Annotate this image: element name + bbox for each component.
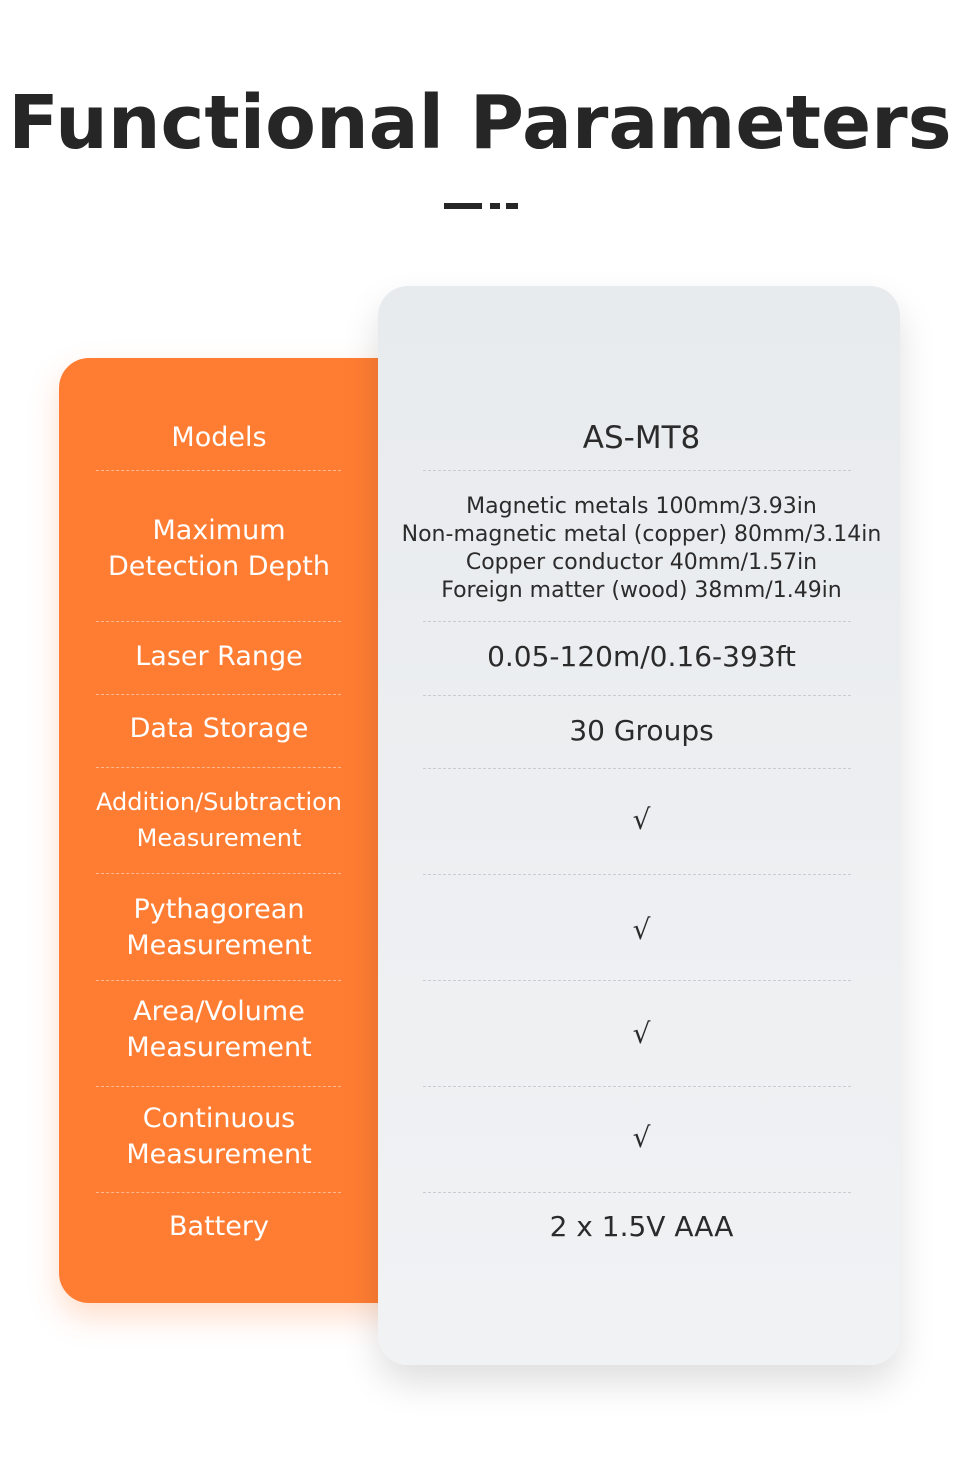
row-label-data-storage bbox=[59, 702, 379, 756]
row-label-models bbox=[59, 410, 379, 466]
row-label-addition-subtraction bbox=[59, 780, 379, 860]
row-label-line: Maximum bbox=[152, 515, 286, 546]
row-label-line: Models bbox=[171, 422, 267, 453]
row-divider bbox=[423, 695, 851, 696]
row-value-pythagorean bbox=[395, 900, 888, 960]
title-underline-decoration bbox=[444, 203, 518, 209]
row-value-line: Non-magnetic metal (copper) 80mm/3.14in bbox=[401, 522, 882, 547]
row-divider bbox=[423, 470, 851, 471]
row-label-line: Measurement bbox=[126, 1032, 312, 1063]
row-divider bbox=[96, 767, 341, 768]
row-value-line: Magnetic metals 100mm/3.93in bbox=[466, 494, 817, 519]
row-label-line: Measurement bbox=[126, 1139, 312, 1170]
underline-dash-short bbox=[490, 203, 500, 209]
row-divider bbox=[96, 1192, 341, 1193]
row-divider bbox=[423, 874, 851, 875]
row-divider bbox=[423, 1086, 851, 1087]
row-value-area-volume bbox=[395, 1004, 888, 1064]
row-value-line: AS-MT8 bbox=[582, 420, 701, 456]
row-value-addition-subtraction bbox=[395, 790, 888, 850]
row-divider bbox=[96, 980, 341, 981]
row-label-line: Continuous bbox=[142, 1103, 296, 1134]
row-label-pythagorean bbox=[59, 888, 379, 968]
row-label-max-detection-depth bbox=[59, 490, 379, 608]
check-mark-icon: √ bbox=[632, 913, 651, 946]
row-label-laser-range bbox=[59, 630, 379, 684]
underline-dash-long bbox=[444, 203, 482, 209]
row-label-line: Laser Range bbox=[135, 641, 303, 672]
row-divider bbox=[423, 980, 851, 981]
row-value-line: Foreign matter (wood) 38mm/1.49in bbox=[441, 578, 842, 603]
row-divider bbox=[96, 621, 341, 622]
row-label-line: Detection Depth bbox=[108, 551, 330, 582]
underline-dash-short bbox=[506, 203, 518, 209]
row-divider bbox=[423, 1192, 851, 1193]
row-label-line: Battery bbox=[169, 1211, 269, 1242]
row-value-models bbox=[395, 410, 888, 466]
row-value-laser-range bbox=[395, 630, 888, 684]
row-label-line: Data Storage bbox=[129, 713, 309, 744]
page-title: Functional Parameters bbox=[8, 80, 952, 166]
row-value-line: 2 x 1.5V AAA bbox=[549, 1210, 734, 1243]
row-divider bbox=[96, 470, 341, 471]
row-label-area-volume bbox=[59, 990, 379, 1070]
row-value-line: Copper conductor 40mm/1.57in bbox=[465, 550, 818, 575]
row-label-line: Area/Volume bbox=[133, 996, 305, 1027]
check-mark-icon: √ bbox=[632, 803, 651, 836]
check-mark-icon: √ bbox=[632, 1121, 651, 1154]
row-label-line: Measurement bbox=[136, 824, 302, 852]
row-value-max-detection-depth bbox=[395, 490, 888, 608]
check-mark-icon: √ bbox=[632, 1017, 651, 1050]
row-value-battery bbox=[395, 1200, 888, 1254]
row-divider bbox=[96, 873, 341, 874]
row-divider bbox=[423, 621, 851, 622]
row-value-continuous bbox=[395, 1108, 888, 1168]
row-label-line: Measurement bbox=[126, 930, 312, 961]
row-value-data-storage bbox=[395, 704, 888, 758]
row-divider bbox=[96, 1086, 341, 1087]
row-value-line: 30 Groups bbox=[569, 714, 714, 747]
row-label-battery bbox=[59, 1200, 379, 1254]
row-divider bbox=[423, 768, 851, 769]
row-label-line: Pythagorean bbox=[133, 894, 305, 925]
row-value-line: 0.05-120m/0.16-393ft bbox=[487, 640, 796, 673]
row-divider bbox=[96, 694, 341, 695]
row-label-continuous bbox=[59, 1097, 379, 1177]
row-label-line: Addition/Subtraction bbox=[95, 788, 343, 816]
